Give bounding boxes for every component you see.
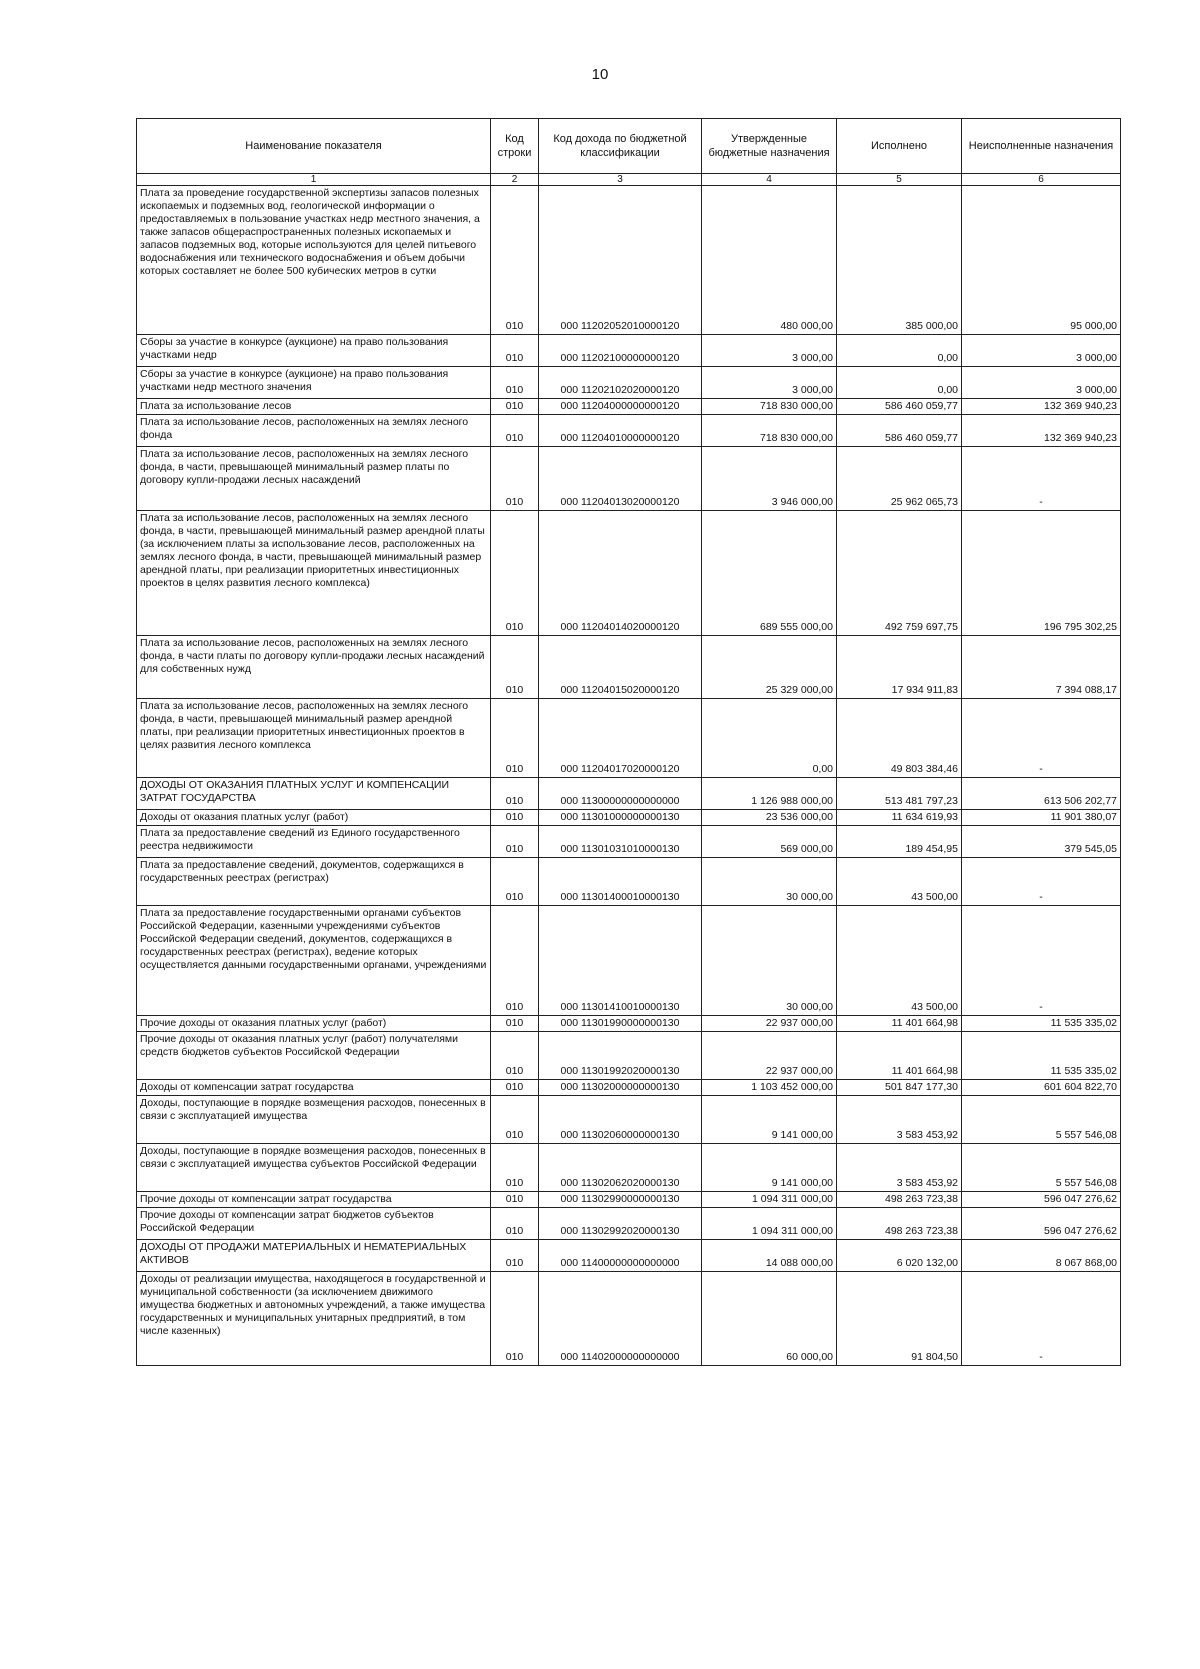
row-unexecuted: - [962,906,1121,1016]
row-code: 010 [491,906,539,1016]
row-name: Прочие доходы от оказания платных услуг (работ) [137,1016,491,1032]
row-name: Доходы от оказания платных услуг (работ) [137,810,491,826]
table-row [137,906,1121,1016]
column-number-row [137,174,1121,186]
row-kbk: 000 11204000000000120 [539,399,702,415]
table-row [137,1080,1121,1096]
table-row [137,511,1121,636]
table-row [137,1032,1121,1080]
row-unexecuted: 95 000,00 [962,186,1121,335]
row-approved: 1 126 988 000,00 [702,778,837,810]
row-kbk: 000 11301031010000130 [539,826,702,858]
row-code: 010 [491,415,539,447]
row-code: 010 [491,1096,539,1144]
row-kbk: 000 11301000000000130 [539,810,702,826]
row-name: Плата за проведение государственной экспертизы запасов полезных ископаемых и подземных вод, геологической информации о предоставляемых в пользование участках недр местного значения, а также запасов общераспространенных полезных ископаемых и запасов подземных вод, которые используются для целей питьевого водоснабжения или технического водоснабжения и объем добычи которых составляет не более 500 кубических метров в сутки [137,186,491,335]
row-executed: 11 401 664,98 [837,1032,962,1080]
row-name: Плата за предоставление сведений из Единого государственного реестра недвижимости [137,826,491,858]
row-code: 010 [491,636,539,699]
row-code: 010 [491,778,539,810]
row-executed: 11 634 619,93 [837,810,962,826]
row-name: Плата за использование лесов, расположенных на землях лесного фонда [137,415,491,447]
row-executed: 11 401 664,98 [837,1016,962,1032]
row-kbk: 000 11204014020000120 [539,511,702,636]
row-approved: 3 946 000,00 [702,447,837,511]
row-name: Плата за использование лесов [137,399,491,415]
row-approved: 30 000,00 [702,906,837,1016]
row-unexecuted: 5 557 546,08 [962,1144,1121,1192]
row-code: 010 [491,1032,539,1080]
table-row [137,335,1121,367]
column-number: 4 [702,174,837,186]
row-kbk: 000 11402000000000000 [539,1272,702,1366]
row-name: Прочие доходы от компенсации затрат государства [137,1192,491,1208]
row-unexecuted: 8 067 868,00 [962,1240,1121,1272]
table-row [137,1272,1121,1366]
row-executed: 586 460 059,77 [837,399,962,415]
header-executed: Исполнено [837,119,962,174]
row-executed: 25 962 065,73 [837,447,962,511]
table-row [137,1192,1121,1208]
table-row [137,1240,1121,1272]
row-unexecuted: 613 506 202,77 [962,778,1121,810]
row-code: 010 [491,511,539,636]
row-code: 010 [491,810,539,826]
row-executed: 492 759 697,75 [837,511,962,636]
row-kbk: 000 11202100000000120 [539,335,702,367]
table-row [137,826,1121,858]
row-unexecuted: - [962,447,1121,511]
row-kbk: 000 11301400010000130 [539,858,702,906]
row-name: Доходы от реализации имущества, находящегося в государственной и муниципальной собственности (за исключением движимого имущества бюджетных и автономных учреждений, а также имущества государственных и муниципальных унитарных предприятий, в том числе казенных) [137,1272,491,1366]
row-approved: 30 000,00 [702,858,837,906]
row-kbk: 000 11202052010000120 [539,186,702,335]
row-name: Сборы за участие в конкурсе (аукционе) на право пользования участками недр [137,335,491,367]
row-kbk: 000 11301992020000130 [539,1032,702,1080]
header-unexecuted: Неисполненные назначения [962,119,1121,174]
row-name: Прочие доходы от оказания платных услуг (работ) получателями средств бюджетов субъектов Российской Федерации [137,1032,491,1080]
row-approved: 1 094 311 000,00 [702,1192,837,1208]
row-code: 010 [491,858,539,906]
header-kbk: Код дохода по бюджетной классификации [539,119,702,174]
row-executed: 498 263 723,38 [837,1192,962,1208]
row-executed: 498 263 723,38 [837,1208,962,1240]
column-number: 6 [962,174,1121,186]
row-unexecuted: 3 000,00 [962,335,1121,367]
row-kbk: 000 11302000000000130 [539,1080,702,1096]
row-approved: 3 000,00 [702,335,837,367]
row-executed: 501 847 177,30 [837,1080,962,1096]
row-name: Сборы за участие в конкурсе (аукционе) на право пользования участками недр местного значения [137,367,491,399]
row-approved: 3 000,00 [702,367,837,399]
row-kbk: 000 11302990000000130 [539,1192,702,1208]
table-row [137,858,1121,906]
row-executed: 0,00 [837,367,962,399]
row-kbk: 000 11301990000000130 [539,1016,702,1032]
row-name: Плата за предоставление государственными органами субъектов Российской Федерации, казенными учреждениями субъектов Российской Федерации сведений, документов, содержащихся в государственных реестрах (регистрах), ведение которых осуществляется данными государственными органами, учреждениями [137,906,491,1016]
table-row [137,699,1121,778]
row-executed: 6 020 132,00 [837,1240,962,1272]
row-kbk: 000 11400000000000000 [539,1240,702,1272]
row-code: 010 [491,186,539,335]
column-number: 5 [837,174,962,186]
row-code: 010 [491,699,539,778]
row-approved: 689 555 000,00 [702,511,837,636]
row-name: Доходы от компенсации затрат государства [137,1080,491,1096]
header-approved: Утвержденные бюджетные назначения [702,119,837,174]
header-row [137,119,1121,174]
row-name: Доходы, поступающие в порядке возмещения расходов, понесенных в связи с эксплуатацией имущества субъектов Российской Федерации [137,1144,491,1192]
row-approved: 718 830 000,00 [702,399,837,415]
row-unexecuted: 596 047 276,62 [962,1208,1121,1240]
row-name: Плата за использование лесов, расположенных на землях лесного фонда, в части, превышающей минимальный размер арендной платы (за исключением платы за использование лесов, расположенных на землях лесного фонда, в части, превышающей минимальный размер арендной платы, при реализации приоритетных инвестиционных проектов в целях развития лесного комплекса) [137,511,491,636]
row-code: 010 [491,1144,539,1192]
row-executed: 385 000,00 [837,186,962,335]
table-row [137,1096,1121,1144]
row-executed: 49 803 384,46 [837,699,962,778]
row-name: Плата за предоставление сведений, документов, содержащихся в государственных реестрах (регистрах) [137,858,491,906]
row-code: 010 [491,1272,539,1366]
row-name: ДОХОДЫ ОТ ПРОДАЖИ МАТЕРИАЛЬНЫХ И НЕМАТЕРИАЛЬНЫХ АКТИВОВ [137,1240,491,1272]
row-executed: 586 460 059,77 [837,415,962,447]
row-unexecuted: 11 535 335,02 [962,1016,1121,1032]
row-approved: 1 103 452 000,00 [702,1080,837,1096]
column-number: 3 [539,174,702,186]
row-name: Плата за использование лесов, расположенных на землях лесного фонда, в части платы по договору купли-продажи лесных насаждений для собственных нужд [137,636,491,699]
row-approved: 23 536 000,00 [702,810,837,826]
page-number: 10 [591,66,609,83]
row-kbk: 000 11302060000000130 [539,1096,702,1144]
revenue-table [136,118,1121,1366]
row-kbk: 000 11204015020000120 [539,636,702,699]
table-row [137,636,1121,699]
row-unexecuted: 11 901 380,07 [962,810,1121,826]
column-number: 1 [137,174,491,186]
row-approved: 22 937 000,00 [702,1032,837,1080]
row-kbk: 000 11301410010000130 [539,906,702,1016]
row-code: 010 [491,826,539,858]
row-code: 010 [491,1016,539,1032]
row-unexecuted: - [962,699,1121,778]
table-row [137,447,1121,511]
row-executed: 91 804,50 [837,1272,962,1366]
row-code: 010 [491,1240,539,1272]
table-row [137,1144,1121,1192]
row-name: ДОХОДЫ ОТ ОКАЗАНИЯ ПЛАТНЫХ УСЛУГ И КОМПЕНСАЦИИ ЗАТРАТ ГОСУДАРСТВА [137,778,491,810]
row-approved: 480 000,00 [702,186,837,335]
row-unexecuted: 596 047 276,62 [962,1192,1121,1208]
row-kbk: 000 11302062020000130 [539,1144,702,1192]
table-row [137,1016,1121,1032]
row-unexecuted: 196 795 302,25 [962,511,1121,636]
row-unexecuted: 601 604 822,70 [962,1080,1121,1096]
row-code: 010 [491,335,539,367]
row-unexecuted: 132 369 940,23 [962,415,1121,447]
table-row [137,367,1121,399]
row-code: 010 [491,1080,539,1096]
row-code: 010 [491,447,539,511]
row-unexecuted: 379 545,05 [962,826,1121,858]
row-executed: 43 500,00 [837,906,962,1016]
row-kbk: 000 11302992020000130 [539,1208,702,1240]
header-name: Наименование показателя [137,119,491,174]
row-approved: 14 088 000,00 [702,1240,837,1272]
row-unexecuted: 5 557 546,08 [962,1096,1121,1144]
row-executed: 17 934 911,83 [837,636,962,699]
table-row [137,1208,1121,1240]
table-row [137,399,1121,415]
row-code: 010 [491,1208,539,1240]
row-name: Плата за использование лесов, расположенных на землях лесного фонда, в части, превышающей минимальный размер арендной платы, при реализации приоритетных инвестиционных проектов в целях развития лесного комплекса [137,699,491,778]
table-row [137,415,1121,447]
row-code: 010 [491,399,539,415]
row-unexecuted: 132 369 940,23 [962,399,1121,415]
table-row [137,778,1121,810]
row-approved: 0,00 [702,699,837,778]
row-executed: 0,00 [837,335,962,367]
row-approved: 1 094 311 000,00 [702,1208,837,1240]
row-code: 010 [491,367,539,399]
row-executed: 513 481 797,23 [837,778,962,810]
row-code: 010 [491,1192,539,1208]
row-unexecuted: - [962,858,1121,906]
row-approved: 718 830 000,00 [702,415,837,447]
row-kbk: 000 11202102020000120 [539,367,702,399]
row-kbk: 000 11204010000000120 [539,415,702,447]
row-name: Плата за использование лесов, расположенных на землях лесного фонда, в части, превышающей минимальный размер платы по договору купли-продажи лесных насаждений [137,447,491,511]
row-approved: 25 329 000,00 [702,636,837,699]
row-name: Доходы, поступающие в порядке возмещения расходов, понесенных в связи с эксплуатацией имущества [137,1096,491,1144]
table-row [137,186,1121,335]
row-name: Прочие доходы от компенсации затрат бюджетов субъектов Российской Федерации [137,1208,491,1240]
row-approved: 9 141 000,00 [702,1096,837,1144]
row-kbk: 000 11300000000000000 [539,778,702,810]
row-executed: 3 583 453,92 [837,1144,962,1192]
row-executed: 3 583 453,92 [837,1096,962,1144]
row-unexecuted: 11 535 335,02 [962,1032,1121,1080]
row-executed: 189 454,95 [837,826,962,858]
row-kbk: 000 11204013020000120 [539,447,702,511]
row-approved: 9 141 000,00 [702,1144,837,1192]
row-executed: 43 500,00 [837,858,962,906]
row-approved: 22 937 000,00 [702,1016,837,1032]
row-unexecuted: - [962,1272,1121,1366]
row-unexecuted: 7 394 088,17 [962,636,1121,699]
column-number: 2 [491,174,539,186]
row-unexecuted: 3 000,00 [962,367,1121,399]
row-kbk: 000 11204017020000120 [539,699,702,778]
header-code: Код строки [491,119,539,174]
table-row [137,810,1121,826]
row-approved: 60 000,00 [702,1272,837,1366]
row-approved: 569 000,00 [702,826,837,858]
